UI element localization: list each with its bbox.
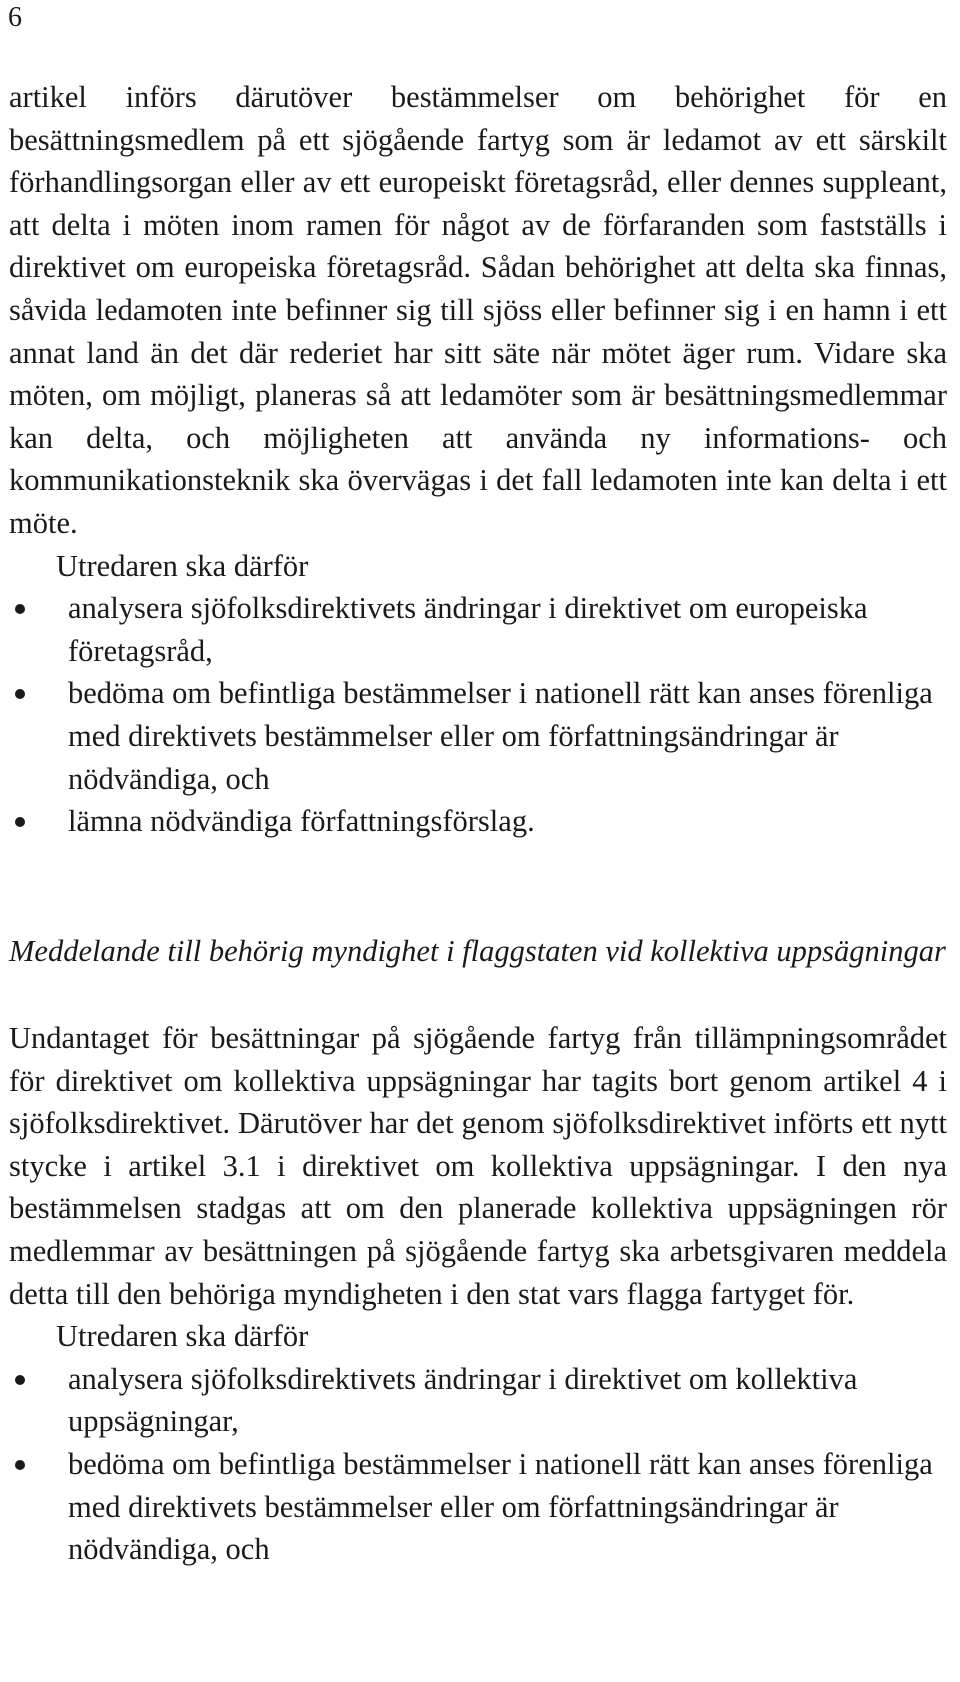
bullet-list: [9, 587, 947, 843]
list-item: [9, 1358, 947, 1443]
list-item-text: bedöma om befintliga bestämmelser i nationell rätt kan anses förenliga med direktivets bestämmelser eller om författningsändringar är nödvändiga, och: [68, 1446, 933, 1567]
section-collective-redundancies: [9, 1017, 947, 1571]
list-item: [9, 1443, 947, 1571]
bullet-icon: [15, 1460, 25, 1470]
list-item: [9, 800, 947, 843]
bullet-icon: [15, 1375, 25, 1385]
list-item-text: analysera sjöfolksdirektivets ändringar i direktivet om kollektiva uppsägningar,: [68, 1361, 858, 1439]
list-item: [9, 672, 947, 800]
section-heading: Meddelande till behörig myndighet i flaggstaten vid kollektiva uppsägningar: [9, 934, 946, 968]
list-item-text: lämna nödvändiga författningsförslag.: [68, 804, 535, 839]
bullet-list: [9, 1358, 947, 1571]
bullet-icon: [15, 689, 25, 699]
list-item-text: bedöma om befintliga bestämmelser i nationell rätt kan anses förenliga med direktivets bestämmelser eller om författningsändringar är nödvändiga, och: [68, 676, 933, 796]
bullet-icon: [15, 604, 25, 614]
section-european-works-councils: [9, 76, 947, 843]
directive-lead: Utredaren ska därför: [56, 1319, 309, 1354]
list-item: [9, 587, 947, 672]
list-item-text: analysera sjöfolksdirektivets ändringar i direktivet om europeiska företagsråd,: [68, 591, 868, 668]
page-number: 6: [8, 2, 22, 33]
body-paragraph: Undantaget för besättningar på sjögående fartyg från tillämpningsområdet för direktivet om kollektiva uppsägningar har tagits bort genom artikel 4 i sjöfolksdirektivet. Därutöver har det genom sjöfolksdirektivet införts ett nytt stycke i artikel 3.1 i direktivet om kollektiva uppsägningar. I den nya bestämmelsen stadgas att om den planerade kollektiva uppsägningen rör medlemmar av besättningen på sjögående fartyg ska arbetsgivaren meddela detta till den behöriga myndigheten i den stat vars flagga fartyget för.: [9, 1021, 947, 1311]
body-paragraph: artikel införs därutöver bestämmelser om behörighet för en besättningsmedlem på ett sjögående fartyg som är ledamot av ett särskilt förhandlingsorgan eller av ett europeiskt företagsråd, eller dennes suppleant, att delta i möten inom ramen för något av de förfaranden som fastställs i direktivet om europeiska företagsråd. Sådan behörighet att delta ska finnas, såvida ledamoten inte befinner sig till sjöss eller befinner sig i en hamn i ett annat land än det där rederiet har sitt säte när mötet äger rum. Vidare ska möten, om möjligt, planeras så att ledamöter som är besättningsmedlemmar kan delta, och möjligheten att använda ny informations- och kommunikationsteknik ska övervägas i det fall ledamoten inte kan delta i ett möte.: [9, 80, 947, 540]
directive-lead: Utredaren ska därför: [56, 548, 309, 583]
bullet-icon: [15, 817, 25, 827]
